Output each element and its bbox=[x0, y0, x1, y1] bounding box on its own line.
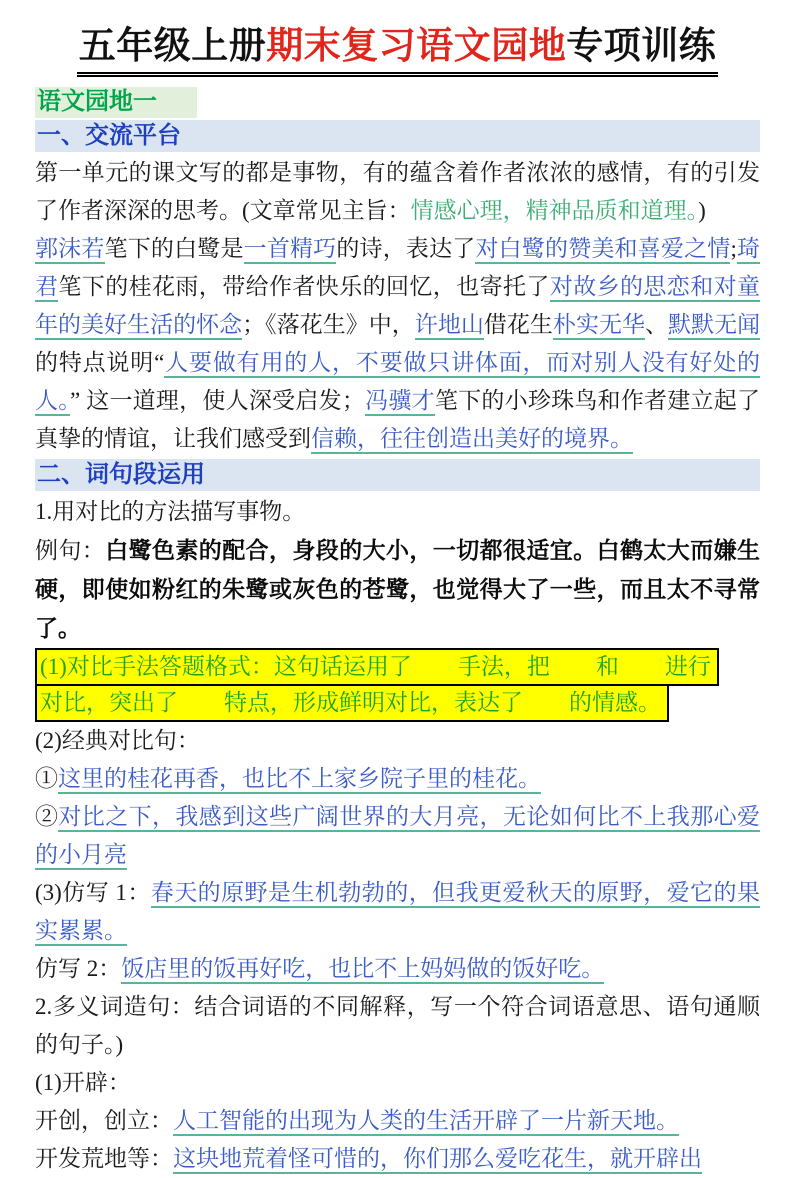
title-segment-red: 期末复习语文园地 bbox=[266, 26, 567, 67]
text-run: ; bbox=[730, 236, 737, 262]
paragraph bbox=[35, 1140, 760, 1178]
section-header: 一、交流平台 bbox=[35, 120, 760, 152]
text-run: (2)经典对比句： bbox=[35, 728, 200, 754]
underlined-answer-text: 琦君 bbox=[35, 236, 760, 302]
text-run: 例句： bbox=[35, 538, 106, 564]
underlined-answer-text: 信赖，往往创造出美好的境界。 bbox=[311, 426, 633, 454]
text-run: ；《落花生》中， bbox=[242, 312, 415, 338]
doc-content bbox=[35, 120, 760, 1178]
section-header: 二、词句段运用 bbox=[35, 459, 760, 491]
highlighted-answer-format: 对比，突出了 特点，形成鲜明对比，表达了 的情感。 bbox=[35, 684, 669, 722]
text-run: 、 bbox=[645, 312, 669, 338]
underlined-answer-text: 对故乡的思恋和对童年的美好生活的怀念 bbox=[35, 274, 760, 340]
paragraph bbox=[35, 950, 760, 988]
underlined-answer-text: 饭店里的饭再好吃，也比不上妈妈做的饭好吃。 bbox=[121, 956, 604, 984]
underlined-answer-text: 春天的原野是生机勃勃的，但我更爱秋天的原野，爱它的果实累累。 bbox=[35, 880, 760, 946]
underlined-answer-text: 朴实无华 bbox=[553, 312, 645, 340]
underlined-answer-text: 这里的桂花再香，也比不上家乡院子里的桂花。 bbox=[58, 766, 541, 794]
paragraph bbox=[35, 798, 760, 874]
text-run: ② bbox=[35, 804, 59, 830]
paragraph bbox=[35, 722, 760, 760]
underlined-answer-text: 冯骥才 bbox=[365, 388, 435, 416]
highlight-line-row bbox=[35, 648, 760, 686]
doc-title bbox=[77, 24, 719, 77]
badge-row bbox=[35, 87, 760, 119]
underlined-answer-text: 对比之下，我感到这些广阔世界的大月亮，无论如何比不上我那心爱的小月亮 bbox=[35, 804, 760, 870]
title-segment-black: 五年级上册 bbox=[78, 26, 267, 67]
highlighted-answer-format: (1)对比手法答题格式：这句话运用了 手法，把 和 进行 bbox=[35, 648, 719, 686]
text-run: 的诗，表达了 bbox=[336, 236, 476, 262]
paragraph bbox=[35, 154, 760, 230]
text-run: (3)仿写 1： bbox=[35, 880, 151, 906]
text-run: 笔下的白鹭是 bbox=[104, 236, 244, 262]
paragraph bbox=[35, 988, 760, 1064]
text-run: 白鹭色素的配合，身段的大小，一切都很适宜。白鹤太大而嫌生硬，即使如粉红的朱鹭或灰色的苍鹭，也觉得大了一些，而且太不寻常了。 bbox=[35, 537, 761, 642]
text-run: 2.多义词造句：结合词语的不同解释，写一个符合词语意思、语句通顺的句子。) bbox=[35, 994, 760, 1058]
underlined-answer-text: 人要做有用的人，不要做只讲体面，而对别人没有好处的人。 bbox=[35, 350, 760, 416]
title-row bbox=[35, 24, 760, 77]
text-run: 第一单元的课文写的都是事物，有的蕴含着作者浓浓的感情，有的引发了作者深深的思考。(文章常见主旨： bbox=[35, 160, 760, 224]
paragraph bbox=[35, 760, 760, 798]
text-run: ① bbox=[35, 766, 58, 792]
underlined-answer-text: 许地山 bbox=[415, 312, 484, 340]
text-run: 仿写 2： bbox=[35, 956, 122, 982]
text-run: 情感心理，精神品质和道理。 bbox=[410, 198, 699, 224]
text-run: 开发荒地等： bbox=[35, 1146, 173, 1172]
underlined-answer-text: 对白鹭的赞美和喜爱之情 bbox=[475, 236, 730, 264]
text-run: ” 这一道理，使人深受启发； bbox=[70, 388, 365, 414]
paragraph bbox=[35, 230, 760, 458]
underlined-answer-text: 一首精巧 bbox=[244, 236, 337, 264]
text-run: 开创，创立： bbox=[35, 1108, 173, 1134]
text-run: (1)开辟： bbox=[35, 1070, 131, 1096]
underlined-answer-text: 郭沫若 bbox=[35, 236, 105, 264]
paragraph bbox=[35, 1102, 760, 1140]
paragraph bbox=[35, 493, 760, 531]
text-run: 借花生 bbox=[483, 312, 553, 338]
text-run: 1.用对比的方法描写事物。 bbox=[35, 499, 306, 525]
text-run: 的特点说明“ bbox=[35, 350, 165, 376]
paragraph bbox=[35, 874, 760, 950]
highlight-line-row bbox=[35, 686, 760, 722]
text-run: 笔下的小珍珠鸟和作者建立起了真挚的情谊，让我们感受到 bbox=[35, 388, 761, 452]
text-run: 笔下的桂花雨，带给作者快乐的回忆，也寄托了 bbox=[58, 274, 550, 300]
paragraph bbox=[35, 1064, 760, 1102]
underlined-answer-text: 这块地荒着怪可惜的，你们那么爱吃花生，就开辟出 bbox=[173, 1146, 702, 1174]
text-run: ) bbox=[698, 198, 706, 224]
title-segment-black: 专项训练 bbox=[566, 26, 717, 67]
unit-badge: 语文园地一 bbox=[35, 87, 197, 118]
underlined-answer-text: 人工智能的出现为人类的生活开辟了一片新天地。 bbox=[173, 1108, 679, 1136]
underlined-answer-text: 默默无闻 bbox=[668, 312, 760, 340]
paragraph bbox=[35, 531, 760, 648]
